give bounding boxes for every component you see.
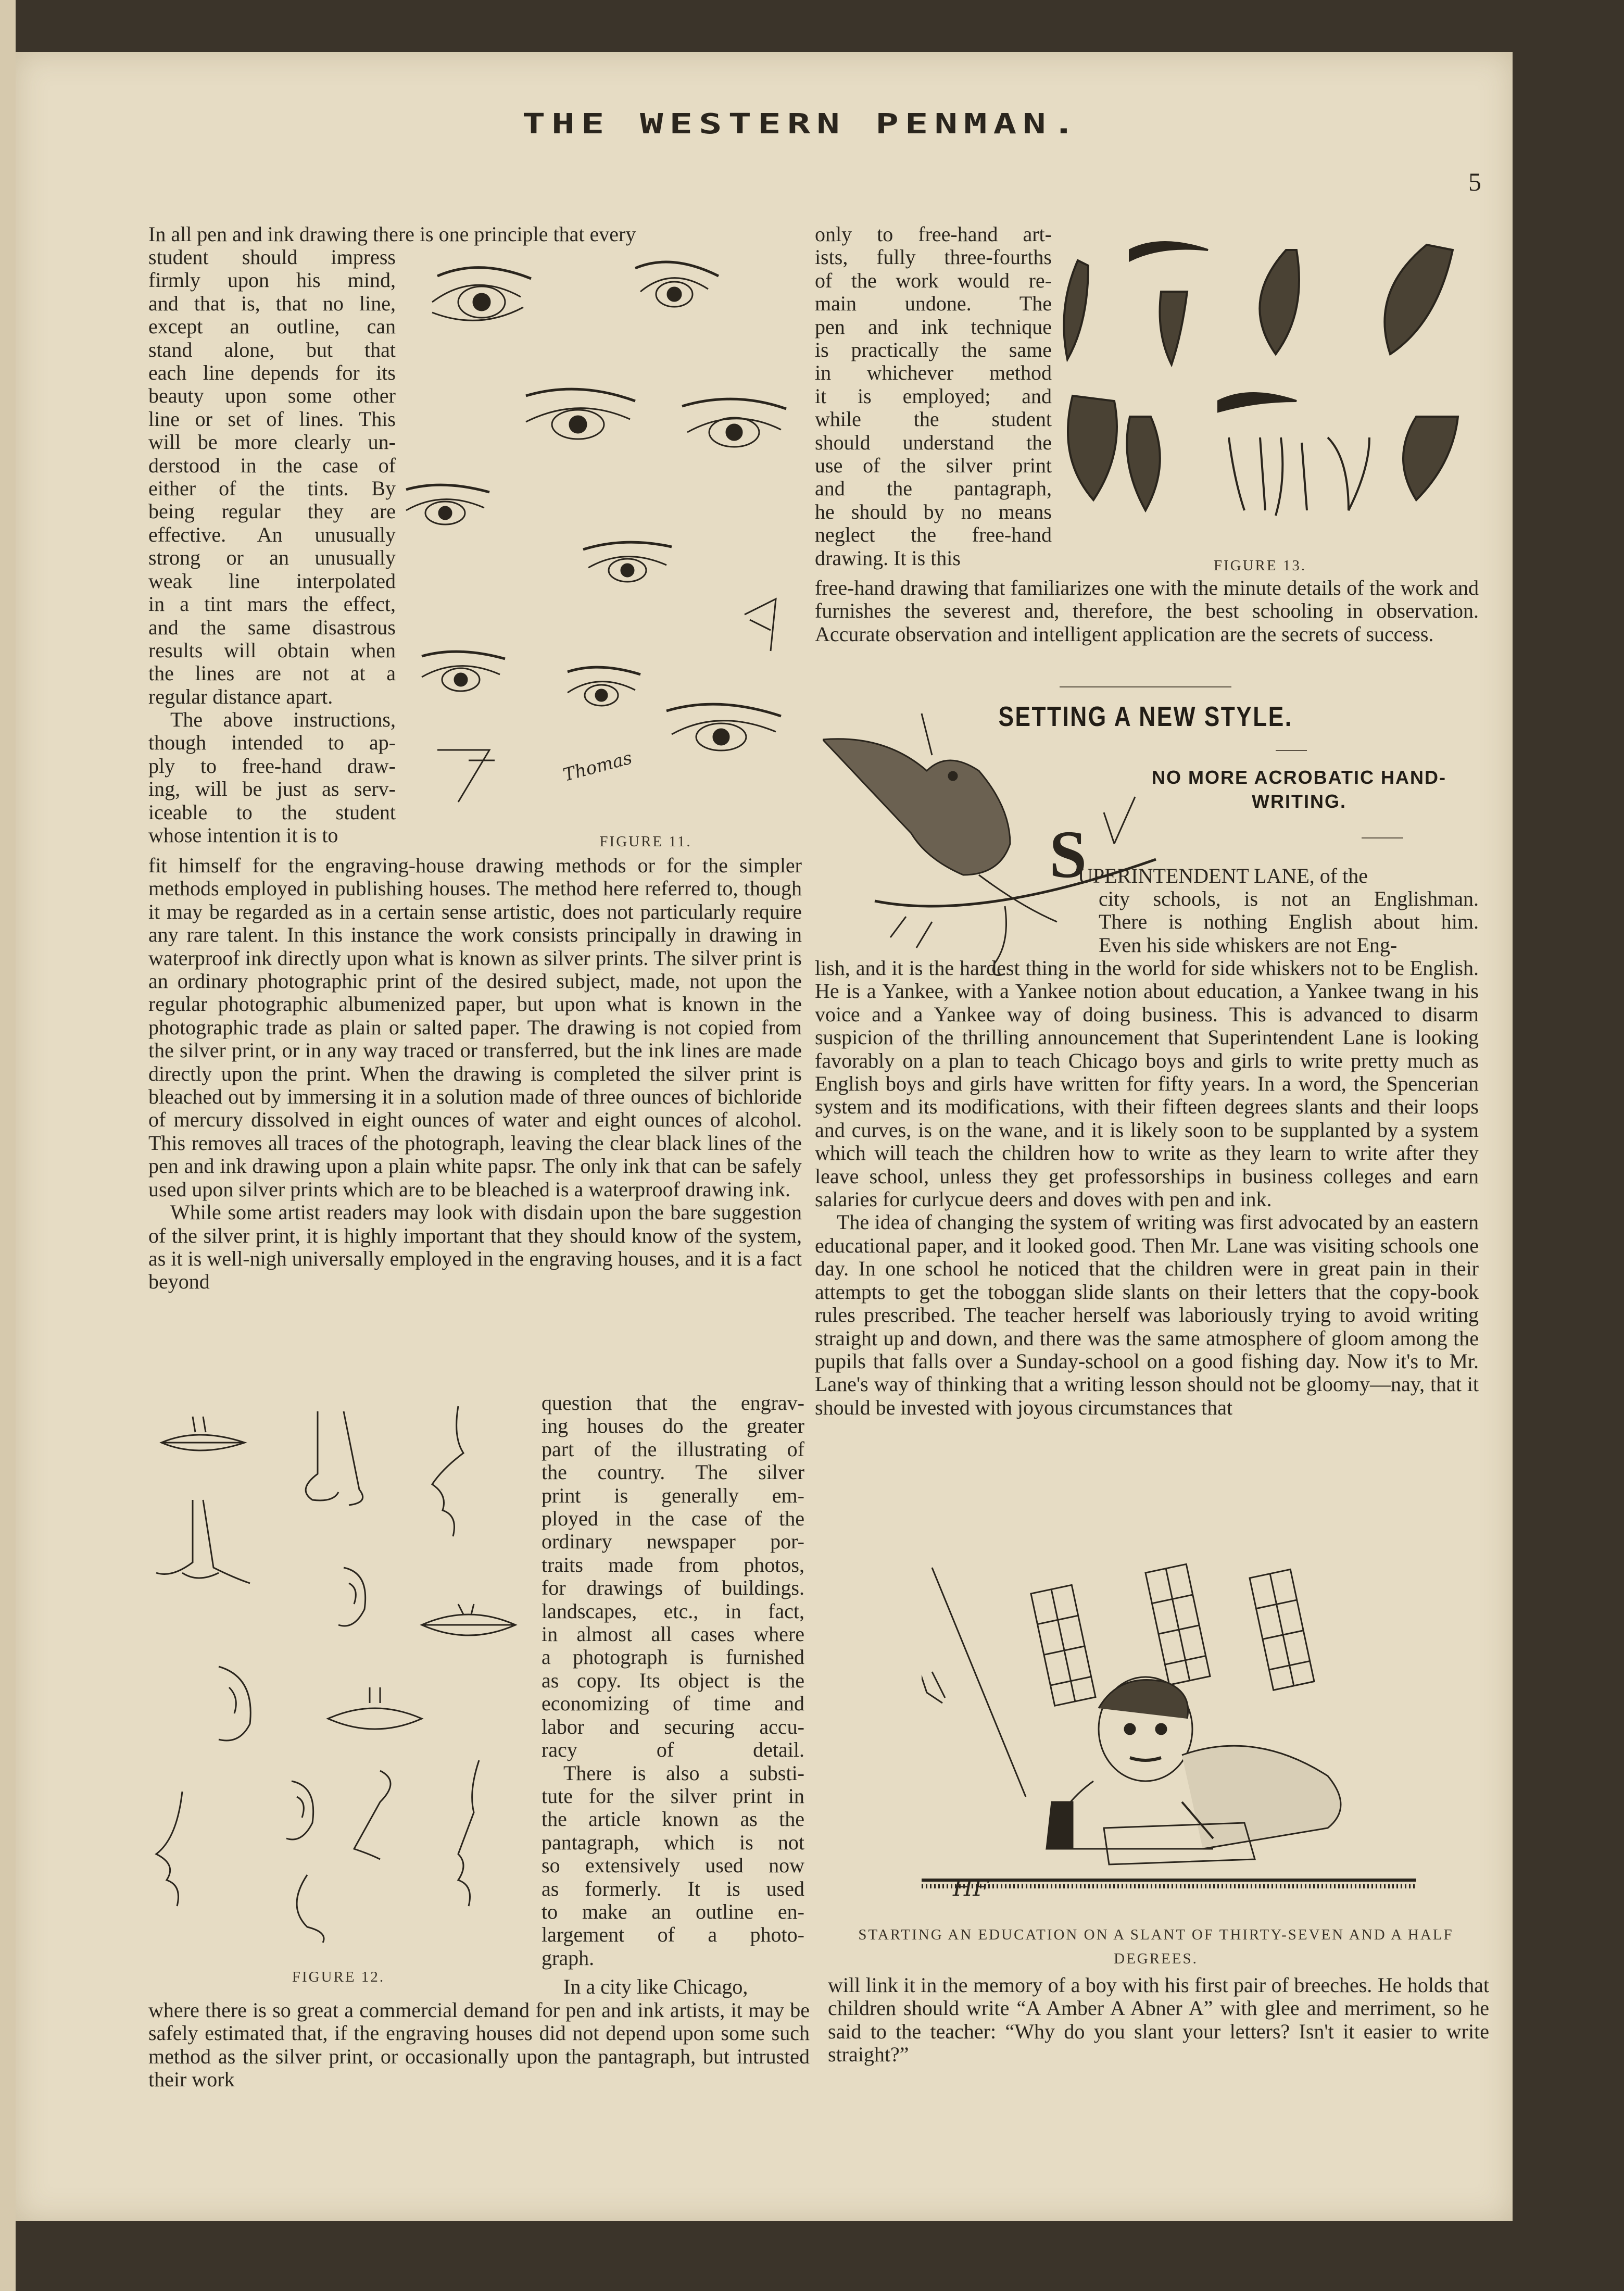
noses-ears-lips-drawing xyxy=(141,1396,547,1963)
page-number: 5 xyxy=(1468,167,1481,196)
col1-first-line xyxy=(148,223,799,246)
col1-p6-first: In a city like Chicago, xyxy=(563,1975,748,1998)
text-line: regular distance apart. xyxy=(148,684,333,708)
artist-initials: HF xyxy=(953,1875,989,1901)
text-line: results will obtain when xyxy=(148,638,396,662)
article-body-1 xyxy=(815,957,1479,1419)
text-line: ists, fully three-fourths xyxy=(815,245,1052,269)
text-line: ployed in the case of the xyxy=(542,1507,804,1531)
article-p2: The idea of changing the system of writing was first advocated by an eastern educational paper, and it looked good. Then Mr. Lane was visiting schools one day. In one school he noticed that the children were in great pain in their attempts to get the toboggan slide slants on their letters that the copy-book rules prescribed. The teacher herself was laboriously trying to avoid writing straight up and down, and there was the same atmosphere of gloom among the pupils that falls over a Sunday-school on a good fishing day. Now it's to Mr. Lane's way of thinking that a writing lesson should not be gloomy—nay, that it should be invested with joyous circumstances that xyxy=(815,1210,1479,1419)
text-line: landscapes, etc., in fact, xyxy=(542,1599,804,1623)
text-line: city schools, is not an Englishman. xyxy=(1099,887,1479,910)
text-line: The above instructions, xyxy=(170,708,396,731)
text-line: ing houses do the greater xyxy=(542,1414,804,1438)
article-first-line-text: UPERINTENDENT LANE, of the xyxy=(1078,864,1368,887)
text-line: tute for the silver print in xyxy=(542,1784,804,1808)
drop-cap: S xyxy=(1049,817,1087,892)
signature-thomas: Thomas xyxy=(561,747,635,786)
cartoon-caption: STARTING AN EDUCATION ON A SLANT OF THIRTY-SEVEN AND A HALF DEGREES. xyxy=(858,1926,1454,1967)
text-line: whose intention it is to xyxy=(148,823,338,847)
text-line: pantagraph, which is not xyxy=(542,1830,804,1854)
cartoon-initials xyxy=(953,1875,1015,1911)
text-line: pen and ink technique xyxy=(815,315,1052,339)
text-line: the lines are not at a xyxy=(148,661,396,685)
text-line: traits made from photos, xyxy=(542,1553,804,1576)
text-line: being regular they are xyxy=(148,499,396,523)
col1-p6-rest: where there is so great a commercial demand for pen and ink artists, it may be safely estimated that, if the engraving houses did not depend upon some such method as the silver print, or occasionally upon the pantagraph, but intrusted their work xyxy=(148,1998,810,2092)
figure-11-eyes xyxy=(401,245,797,838)
text-line: as copy. Its object is the xyxy=(542,1668,804,1692)
col2-p1-rest: free-hand drawing that familiarizes one with the minute details of the work and furnishes the severest and, therefore, the best schooling in observation. Accurate observation and intelligent application are the secrets of success. xyxy=(815,576,1479,646)
text-line: labor and securing accu- xyxy=(542,1714,804,1738)
text-line: ordinary newspaper por- xyxy=(542,1530,804,1554)
text-line: neglect the free-hand xyxy=(815,523,1052,547)
text-line: Even his side whiskers are not Eng- xyxy=(1099,933,1398,957)
text-line: in almost all cases where xyxy=(542,1622,804,1646)
text-line: each line depends for its xyxy=(148,361,396,385)
col2-para1-rest xyxy=(815,577,1479,646)
col2-narrow-text xyxy=(815,223,1052,570)
text-line: weak line interpolated xyxy=(148,569,396,593)
text-line: stand alone, but that xyxy=(148,337,396,361)
eyes-drawing xyxy=(401,245,797,838)
text-line: in a tint mars the effect, xyxy=(148,592,396,616)
figure-13-hair xyxy=(1057,229,1489,562)
article-p1-rest: lish, and it is the hardest thing in the world for side whiskers not to be English. He is a Yankee, with a Yankee notion about education, a Yankee twang in his voice and a Yankee way of doing business. This is advanced to disarm suspicion of the thrilling announcement that Superintendent Lane is looking favorably on a plan to teach Chicago boys and girls to write pretty much as English boys and girls have written for fifty years. In a word, the Spencerian system and its modifications, with their fifteen degrees slants and their loops and curves, is on the wane, and it is likely soon to be supplanted by a system which will teach the children how to write as they learn to write after they leave school, unless they get professorships in business colleges and earn salaries for curlycue deers and doves with pen and ink. xyxy=(815,956,1479,1211)
figure-12-features xyxy=(141,1396,547,1963)
col1-first-line-text: In all pen and ink drawing there is one principle that every xyxy=(148,222,636,246)
article-narrow-lines xyxy=(1099,887,1479,957)
text-line: except an outline, can xyxy=(148,315,396,339)
masthead-title: THE WESTERN PENMAN. xyxy=(522,108,1082,140)
col1-body xyxy=(148,854,802,1294)
text-line: will be more clearly un- xyxy=(148,430,396,454)
text-line: a photograph is furnished xyxy=(542,1645,804,1669)
text-line: the country. The silver xyxy=(542,1460,804,1484)
facing-page-edge xyxy=(0,0,16,2291)
col1-narrow-text-2 xyxy=(148,708,396,847)
text-line: There is nothing English about him. xyxy=(1099,910,1479,934)
figure-13-caption: FIGURE 13. xyxy=(1213,557,1307,574)
col1-narrow-text-3 xyxy=(542,1392,804,1970)
figure-12-caption: FIGURE 12. xyxy=(292,1969,385,1985)
text-line: of the work would re- xyxy=(815,268,1052,292)
article-headline: SETTING A NEW STYLE. xyxy=(998,701,1293,732)
text-line: main undone. The xyxy=(815,292,1052,316)
text-line: iceable to the student xyxy=(148,800,396,824)
text-line: There is also a substi- xyxy=(563,1761,804,1785)
text-line: for drawings of buildings. xyxy=(542,1576,804,1600)
col1-p3: fit himself for the engraving-house drawing methods or for the simpler methods employed in publishing houses. The method here referred to, though it may be regarded as in a certain sense artistic, does not particularly require any rare talent. In this instance the work consists principally in drawing in waterproof ink directly upon what is known as silver prints. The silver print is an ordinary photographic print of the desired subject, made, not upon the regular photographic albumenized paper, but upon what is known in the photographic trade as plain or salted paper. The drawing is not copied from the silver print, or in any way traced or transferred, but the ink lines are made directly upon the print. When the drawing is completed the silver print is bleached out by immersing it in a solution made of three ounces of bichloride of mercury dissolved in eight ounces of water and eight ounces of alcohol. This removes all traces of the photograph, leaving the clear black lines of the pen and ink drawing upon a plain white papsr. The only ink that can be safely used upon silver prints which are to be bleached is a waterproof drawing ink. xyxy=(148,854,802,1201)
text-line: should understand the xyxy=(815,430,1052,454)
text-line: use of the silver print xyxy=(815,454,1052,478)
text-line: and that is, that no line, xyxy=(148,291,396,315)
text-line: though intended to ap- xyxy=(148,731,396,755)
col1-bottom xyxy=(148,1999,810,2092)
text-line: ply to free-hand draw- xyxy=(148,754,396,778)
text-line: while the student xyxy=(815,407,1052,431)
text-line: beauty upon some other xyxy=(148,384,396,408)
text-line: either of the tints. By xyxy=(148,477,396,500)
text-line: largement of a photo- xyxy=(542,1923,804,1947)
col1-last-indent-line xyxy=(542,1975,807,1998)
cartoon-drawing xyxy=(922,1557,1416,1917)
article-p3: will link it in the memory of a boy with his first pair of breeches. He holds that children should write “A Amber A Abner A” with glee and merriment, so he said to the teacher: “Why do you slant your letters? Isn't it easier to write straight?” xyxy=(828,1973,1489,2067)
text-line: print is generally em- xyxy=(542,1483,804,1507)
text-line: as formerly. It is used xyxy=(542,1876,804,1900)
text-line: effective. An unusually xyxy=(148,522,396,546)
text-line: firmly upon his mind, xyxy=(148,268,396,292)
text-line: derstood in the case of xyxy=(148,453,396,477)
text-line: question that the engrav- xyxy=(542,1391,804,1414)
text-line: to make an outline en- xyxy=(542,1899,804,1923)
text-line: and the same disastrous xyxy=(148,615,396,639)
section-divider xyxy=(1060,686,1231,687)
subhead-divider xyxy=(1362,837,1403,838)
text-line: student should impress xyxy=(148,245,396,269)
article-first-line xyxy=(1078,865,1479,887)
text-line: it is employed; and xyxy=(815,384,1052,408)
hair-drawing xyxy=(1057,229,1489,562)
text-line: racy of detail. xyxy=(542,1738,804,1762)
text-line: in whichever method xyxy=(815,361,1052,385)
figure-11-caption: FIGURE 11. xyxy=(599,833,692,850)
text-line: only to free-hand art- xyxy=(815,222,1052,246)
text-line: line or set of lines. This xyxy=(148,407,396,431)
text-line: is practically the same xyxy=(815,338,1052,362)
text-line: strong or an unusually xyxy=(148,546,396,570)
text-line: part of the illustrating of xyxy=(542,1437,804,1461)
col1-p4: While some artist readers may look with disdain upon the bare suggestion of the silver print, it is highly important that they should know of the system, as it is well-nigh universally employed in the engraving houses, and it is a fact beyond xyxy=(148,1200,802,1294)
article-body-2 xyxy=(828,1974,1489,2067)
cartoon-illustration xyxy=(922,1557,1416,1917)
text-line: drawing. It is this xyxy=(815,546,961,570)
text-line: and the pantagraph, xyxy=(815,477,1052,500)
col1-narrow-text xyxy=(148,246,396,708)
text-line: he should by no means xyxy=(815,499,1052,523)
text-line: the article known as the xyxy=(542,1807,804,1831)
text-line: so extensively used now xyxy=(542,1854,804,1877)
text-line: graph. xyxy=(542,1946,595,1970)
article-subhead: NO MORE ACROBATIC HAND-WRITING. xyxy=(1152,767,1446,812)
figure-11-signature xyxy=(561,747,640,786)
text-line: ing, will be just as serv- xyxy=(148,777,396,801)
text-line: economizing of time and xyxy=(542,1692,804,1716)
headline-divider xyxy=(1276,750,1307,751)
